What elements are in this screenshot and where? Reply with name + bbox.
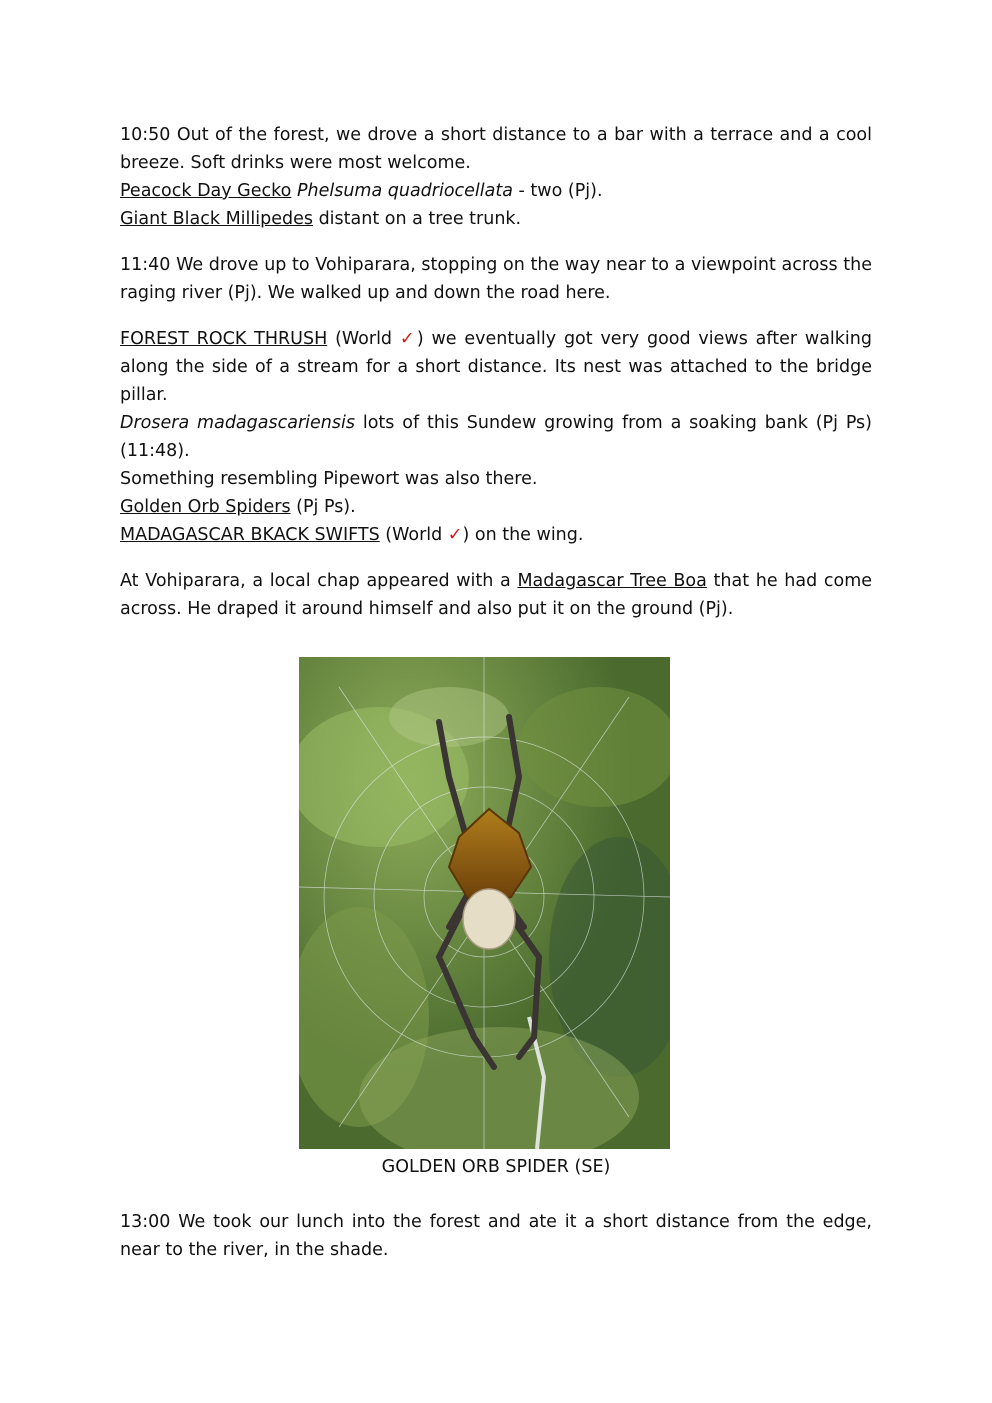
swift-line bbox=[120, 521, 872, 549]
paragraph-sightings bbox=[120, 325, 872, 549]
boa-pre: At Vohiparara, a local chap appeared with a bbox=[120, 571, 518, 591]
world-label: (World bbox=[379, 525, 448, 545]
document-body bbox=[120, 121, 872, 641]
gecko-latin: Phelsuma quadriocellata bbox=[296, 181, 513, 201]
swift-name: MADAGASCAR BKACK SWIFTS bbox=[120, 525, 380, 545]
paragraph-1140 bbox=[120, 251, 872, 307]
spider-photo bbox=[299, 657, 670, 1149]
time-1300: 13:00 bbox=[120, 1212, 171, 1232]
swift-note: ) on the wing. bbox=[462, 525, 584, 545]
paragraph-1300 bbox=[120, 1208, 872, 1264]
drosera-line bbox=[120, 409, 872, 465]
thrush-note: ) we eventually got very good views after walking along the side of a stream for a short distance. Its nest was attached to the bridge pillar. bbox=[120, 329, 872, 405]
paragraph-text: We drove up to Vohiparara, stopping on the way near to a viewpoint across the raging river (Pj). We walked up and down the road here. bbox=[120, 255, 872, 303]
time-1140: 11:40 bbox=[120, 255, 171, 275]
check-icon: ✓ bbox=[399, 329, 417, 349]
paragraph-1050 bbox=[120, 121, 872, 233]
gecko-name: Peacock Day Gecko bbox=[120, 181, 292, 201]
pipewort-line: Something resembling Pipewort was also there. bbox=[120, 469, 538, 489]
paragraph-text: Out of the forest, we drove a short distance to a bar with a terrace and a cool breeze. Soft drinks were most welcome. bbox=[120, 125, 872, 173]
drosera-latin: Drosera madagascariensis bbox=[120, 413, 355, 433]
spider-photo-image bbox=[299, 657, 670, 1149]
spider-name: Golden Orb Spiders bbox=[120, 497, 291, 517]
lunch-section bbox=[120, 1208, 872, 1282]
gecko-note: - two (Pj). bbox=[512, 181, 603, 201]
drosera-note: lots of this Sundew growing from a soaking bank (Pj Ps)(11:48). bbox=[120, 413, 873, 461]
spider-note: (Pj Ps). bbox=[290, 497, 356, 517]
millipede-note: distant on a tree trunk. bbox=[313, 209, 522, 229]
millipede-name: Giant Black Millipedes bbox=[120, 209, 313, 229]
paragraph-text: We took our lunch into the forest and ate it a short distance from the edge, near to the river, in the shade. bbox=[120, 1212, 872, 1260]
paragraph-boa bbox=[120, 567, 872, 623]
spider-line bbox=[120, 493, 872, 521]
world-label: (World bbox=[327, 329, 400, 349]
gecko-line bbox=[120, 177, 872, 205]
boa-post: that he had come across. He draped it around himself and also put it on the ground (Pj). bbox=[120, 571, 873, 619]
boa-name: Madagascar Tree Boa bbox=[517, 571, 707, 591]
photo-caption: GOLDEN ORB SPIDER (SE) bbox=[381, 1157, 611, 1177]
time-1050: 10:50 bbox=[120, 125, 171, 145]
millipede-line bbox=[120, 205, 872, 233]
check-icon: ✓ bbox=[447, 525, 463, 545]
thrush-name: FOREST ROCK THRUSH bbox=[120, 329, 328, 349]
